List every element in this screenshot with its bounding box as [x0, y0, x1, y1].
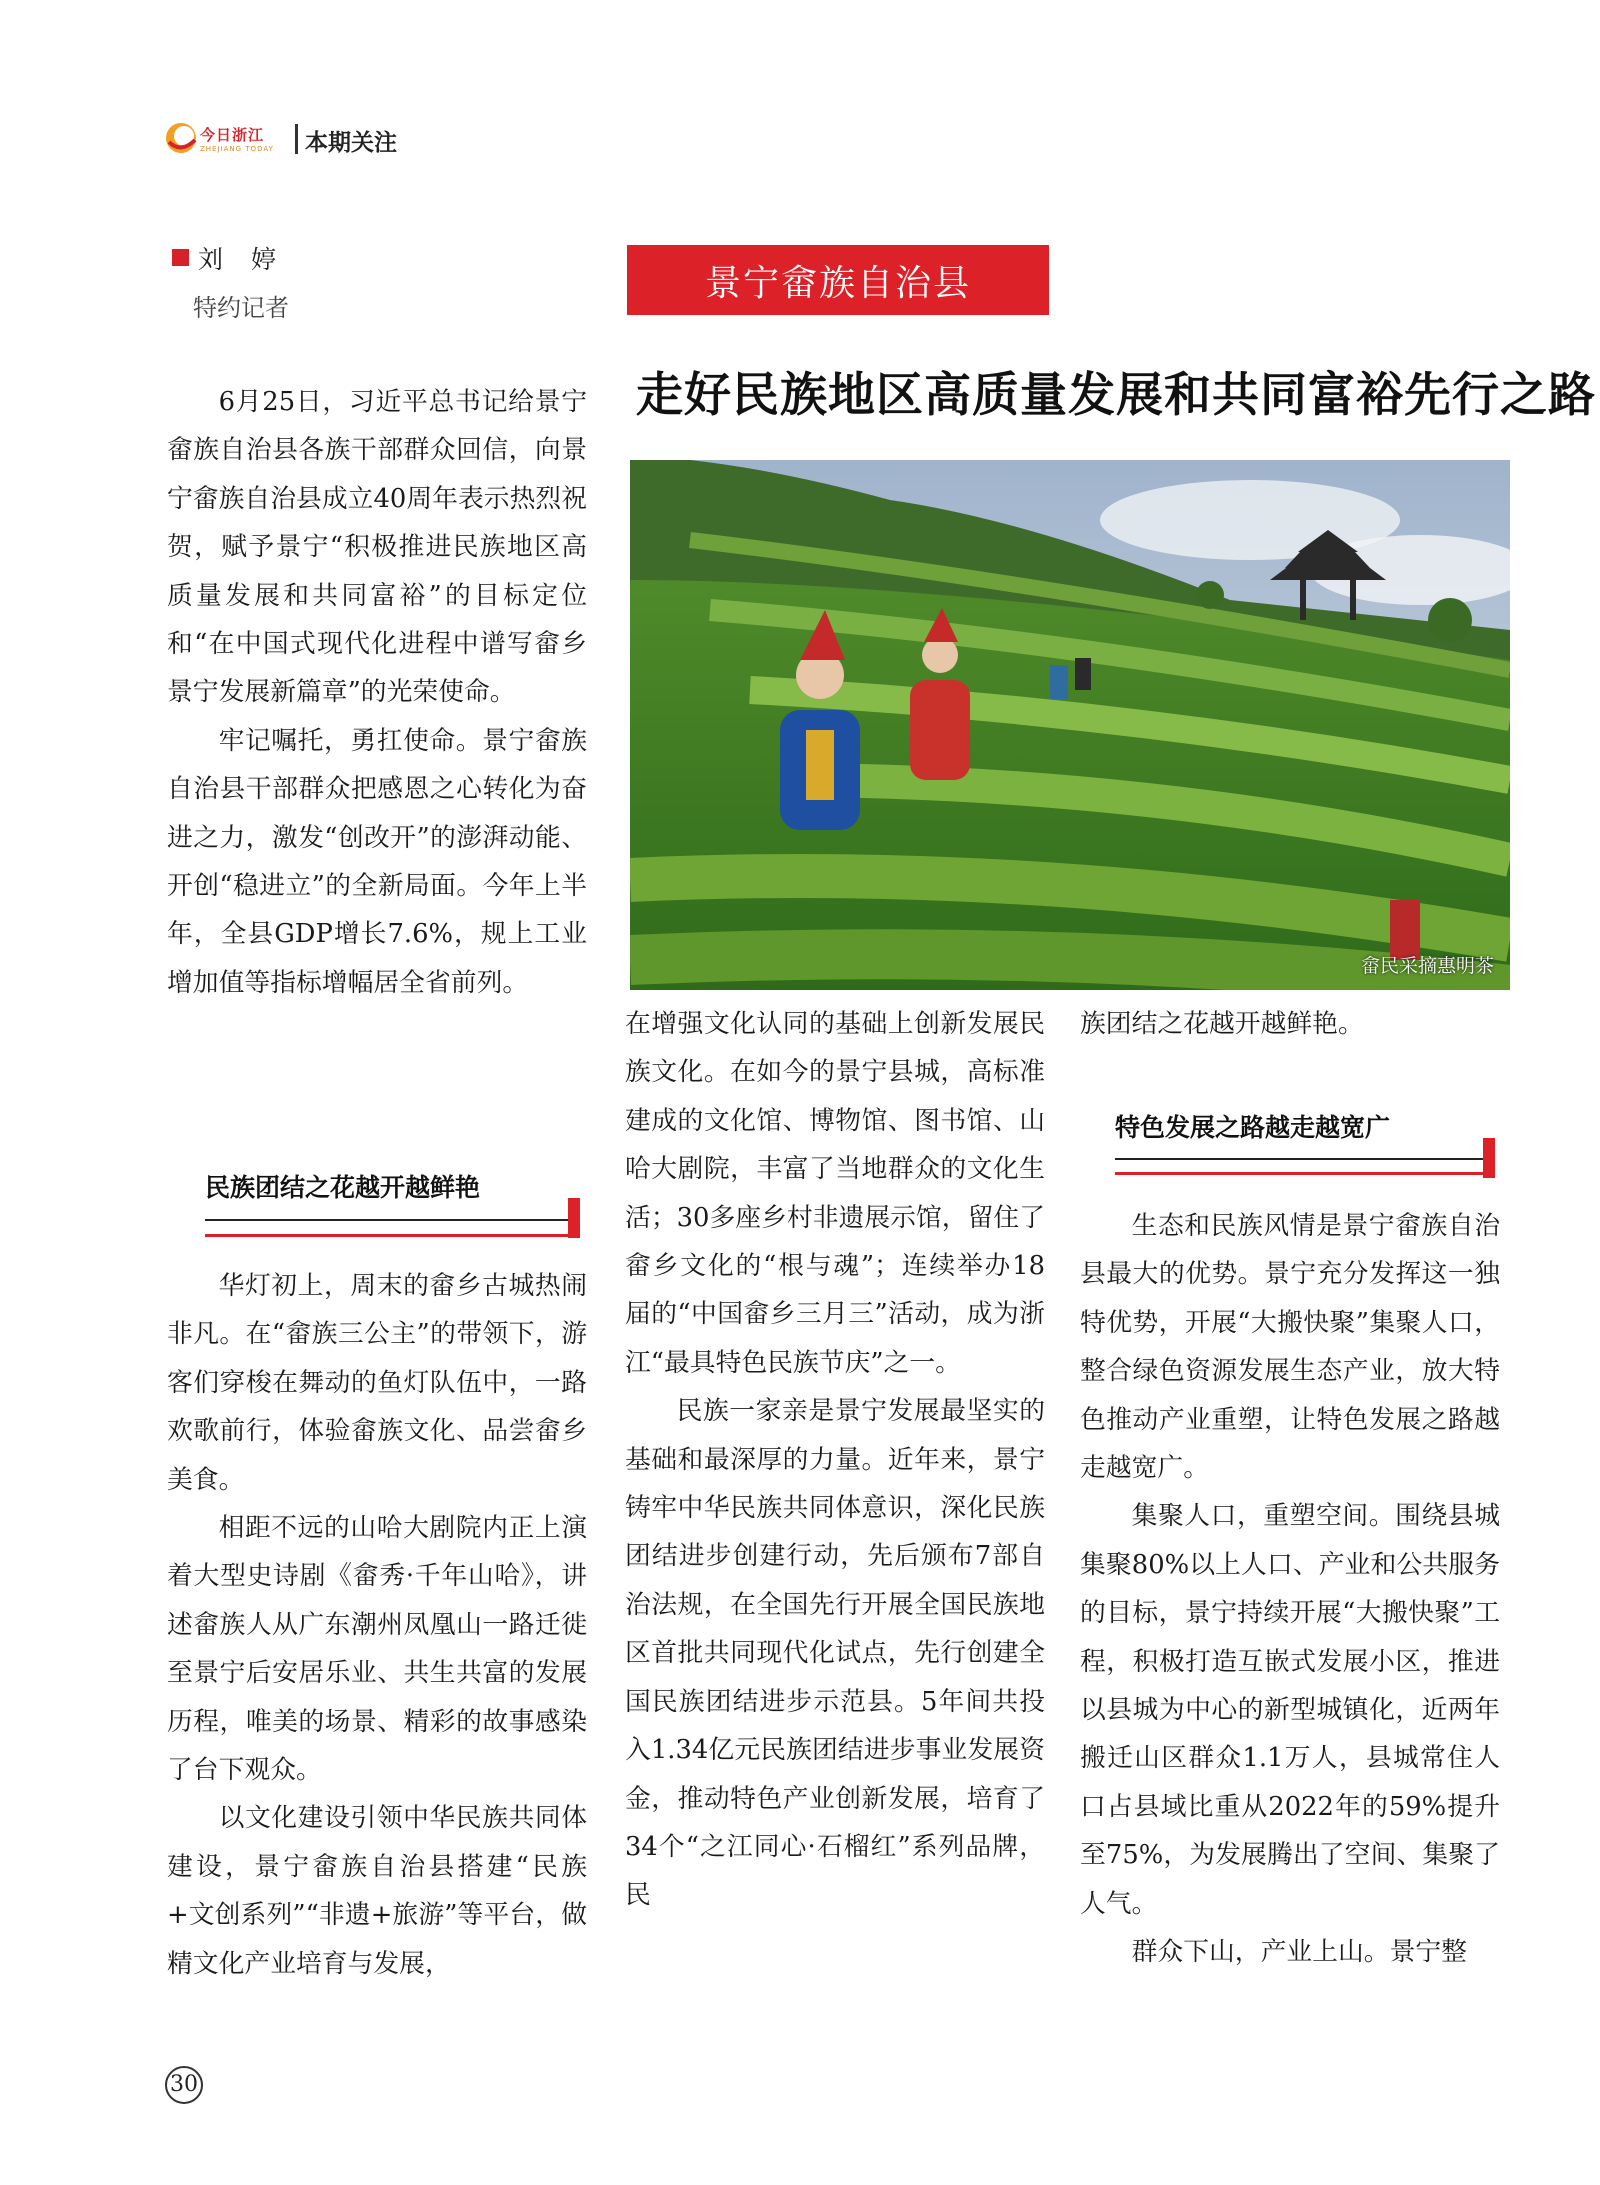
paragraph: 牢记嘱托，勇扛使命。景宁畲族自治县干部群众把感恩之心转化为奋进之力，激发“创改开”的澎湃动能、开创“稳进立”的全新局面。今年上半年，全县GDP增长7.6%，规上工业增加值等指标增幅居全省前列。 [167, 725, 587, 998]
paragraph: 群众下山，产业上山。景宁整 [1131, 1937, 1467, 1968]
paragraph: 民族一家亲是景宁发展最坚实的基础和最深厚的力量。近年来，景宁铸牢中华民族共同体意识，深化民族团结进步创建行动，先后颁布7部自治法规，在全国先行开展全国民族地区首批共同现代化试点，先行创建全国民族团结进步示范县。5年间共投入1.34亿元民族团结进步事业发展资金，推动特色产业创新发展，培育了34个“之江同心·石榴红”系列品牌，民 [625, 1396, 1045, 1911]
logo-text: 今日浙江 [200, 126, 265, 144]
article-headline: 走好民族地区高质量发展和共同富裕先行之路 [636, 368, 1596, 423]
heading-underline [1115, 1158, 1495, 1160]
header-divider [295, 124, 298, 154]
column-3-bottom [1080, 1202, 1500, 1977]
paragraph: 6月25日，习近平总书记给景宁畲族自治县各族干部群众回信，向景宁畲族自治县成立40周年表示热烈祝贺，赋予景宁“积极推进民族地区高质量发展和共同富裕”的目标定位和“在中国式现代化进程中谱写畲乡景宁发展新篇章”的光荣使命。 [167, 387, 587, 708]
author-name: 刘 婷 [198, 245, 286, 274]
paragraph: 生态和民族风情是景宁畲族自治县最大的优势。景宁充分发挥这一独特优势，开展“大搬快聚”集聚人口，整合绿色资源发展生态产业，放大特色推动产业重塑，让特色发展之路越走越宽广。 [1080, 1211, 1500, 1484]
section-heading-unity: 民族团结之花越开越鲜艳 [205, 1173, 481, 1202]
paragraph: 集聚人口，重塑空间。围绕县城集聚80%以上人口、产业和公共服务的目标，景宁持续开展“大搬快聚”工程，积极打造互嵌式发展小区，推进以县城为中心的新型城镇化，近两年搬迁山区群众1.1万人，县城常住人口占县域比重从2022年的59%提升至75%，为发展腾出了空间、集聚了人气。 [1080, 1501, 1500, 1919]
column-2 [625, 1000, 1045, 1920]
column-1-bottom [167, 1262, 587, 1988]
photo-illustration [630, 460, 1510, 990]
tea-picking-photo [630, 460, 1510, 990]
author-role: 特约记者 [193, 294, 289, 322]
logo-icon [163, 120, 199, 156]
paragraph: 族团结之花越开越鲜艳。 [1080, 1009, 1364, 1039]
column-3-top [1080, 1000, 1500, 1048]
paragraph: 相距不远的山哈大剧院内正上演着大型史诗剧《畲秀·千年山哈》，讲述畲族人从广东潮州凤凰山一路迁徙至景宁后安居乐业、共生共富的发展历程，唯美的场景、精彩的故事感染了台下观众。 [167, 1513, 587, 1786]
paragraph: 华灯初上，周末的畲乡古城热闹非凡。在“畲族三公主”的带领下，游客们穿梭在舞动的鱼灯队伍中，一路欢歌前行，体验畲族文化、品尝畲乡美食。 [167, 1271, 587, 1495]
byline-marker [172, 249, 189, 266]
section-title: 本期关注 [305, 130, 397, 156]
column-1-top [167, 378, 587, 1007]
heading-accent-line [205, 1234, 580, 1237]
heading-underline [205, 1219, 580, 1221]
logo-subtitle: ZHEJIANG TODAY [200, 145, 274, 153]
section-heading-development: 特色发展之路越走越宽广 [1115, 1113, 1391, 1142]
region-tag: 景宁畲族自治县 [627, 245, 1049, 315]
heading-accent-line [1115, 1172, 1495, 1175]
paragraph: 以文化建设引领中华民族共同体建设，景宁畲族自治县搭建“民族+文创系列”“非遗+旅游”等平台，做精文化产业培育与发展， [167, 1803, 587, 1979]
photo-caption: 畲民采摘惠明茶 [1360, 955, 1494, 977]
heading-accent [568, 1198, 580, 1238]
page-number: 30 [165, 2066, 203, 2104]
paragraph: 在增强文化认同的基础上创新发展民族文化。在如今的景宁县城，高标准建成的文化馆、博物馆、图书馆、山哈大剧院，丰富了当地群众的文化生活；30多座乡村非遗展示馆，留住了畲乡文化的“根与魂”；连续举办18届的“中国畲乡三月三”活动，成为浙江“最具特色民族节庆”之一。 [625, 1009, 1045, 1378]
